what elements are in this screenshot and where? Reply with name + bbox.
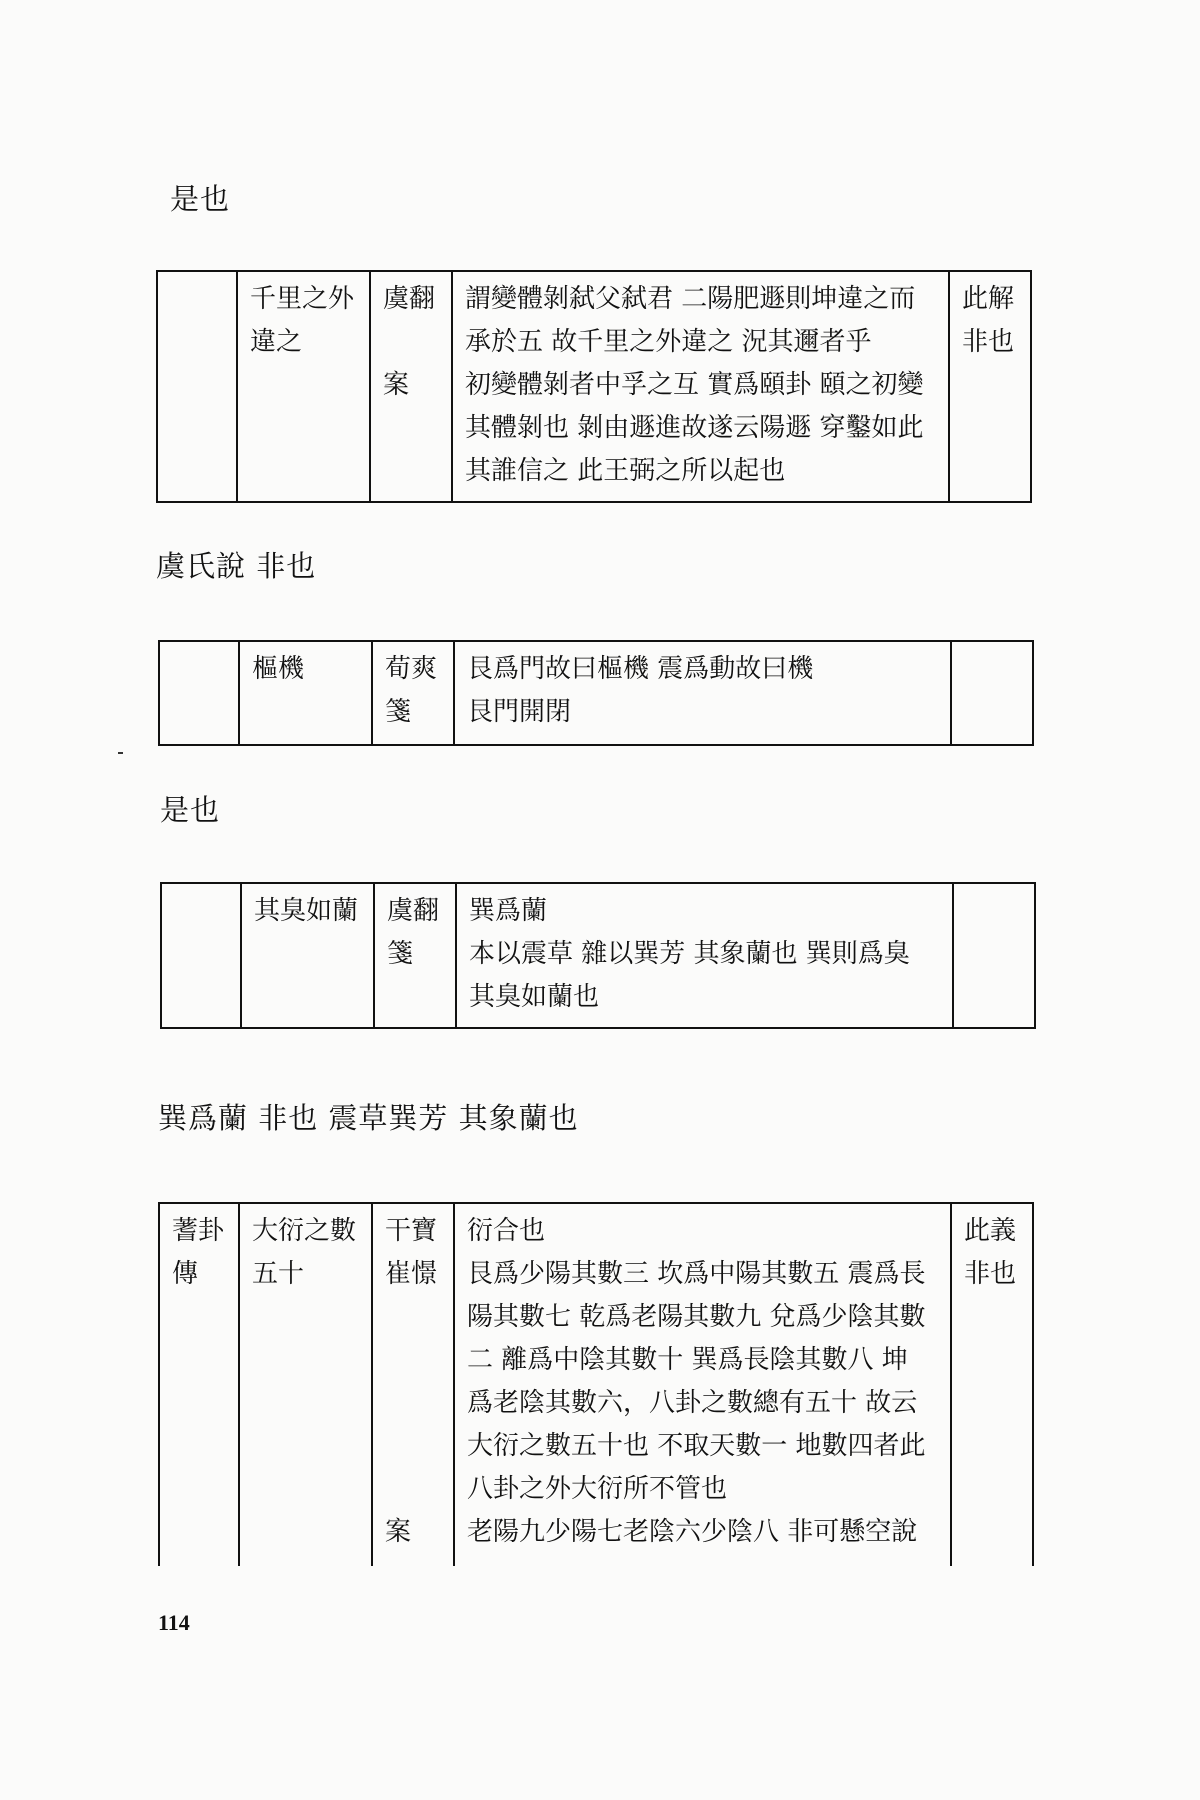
section-cell (161, 883, 241, 1028)
table-row (159, 641, 1033, 745)
table-row (157, 271, 1031, 502)
content-cell: 衍合也 艮爲少陽其數三 坎爲中陽其數五 震爲長 陽其數七 乾爲老陽其數九 兌爲少陰其數 二 離爲中陰其數十 巽爲長陰其數八 坤 爲老陰其數六，八卦之數總有五十 故云 大衍之數五十也 不取天數一 地數四者此 八卦之外大衍所不管也 老陽九少陽七老陰六少陰八 非可懸空說 (454, 1203, 951, 1566)
source-cell: 荀爽 箋 (372, 641, 454, 745)
section-cell (157, 271, 237, 502)
content-cell: 謂變體剝弑父弑君 二陽肥遯則坤違之而 承於五 故千里之外違之 況其邇者乎 初變體剝者中孚之互 實爲頤卦 頤之初變 其體剝也 剝由遯進故遂云陽遯 穿鑿如此 其誰信之 此王弼之所以起也 (452, 271, 949, 502)
annotation-table-3 (160, 882, 1036, 1029)
comment-cell: 此義 非也 (951, 1203, 1033, 1566)
page-number: 114 (158, 1610, 190, 1635)
comment-cell (953, 883, 1035, 1028)
annotation-table-4 (158, 1202, 1034, 1566)
term-cell: 千里之外 違之 (237, 271, 370, 502)
source-cell: 虞翻 箋 (374, 883, 456, 1028)
annotation-table-2 (158, 640, 1034, 746)
table-row (161, 883, 1035, 1028)
source-cell: 干寶 崔憬 案 (372, 1203, 454, 1566)
table-row (159, 1203, 1033, 1566)
term-cell: 其臭如蘭 (241, 883, 374, 1028)
note-text: 虞氏說 非也 (156, 549, 317, 583)
source-cell: 虞翻 案 (370, 271, 452, 502)
annotation-table-1 (156, 270, 1032, 503)
term-cell: 大衍之數 五十 (239, 1203, 372, 1566)
section-cell (159, 641, 239, 745)
content-cell: 巽爲蘭 本以震草 雜以巽芳 其象蘭也 巽則爲臭 其臭如蘭也 (456, 883, 953, 1028)
stray-mark (118, 752, 123, 754)
content-cell: 艮爲門故曰樞機 震爲動故曰機 艮門開閉 (454, 641, 951, 745)
note-text: 是也 (160, 793, 221, 827)
term-cell: 樞機 (239, 641, 372, 745)
comment-cell: 此解 非也 (949, 271, 1031, 502)
section-cell: 蓍卦 傳 (159, 1203, 239, 1566)
note-text: 是也 (170, 182, 231, 216)
note-text: 巽爲蘭 非也 震草巽芳 其象蘭也 (158, 1101, 579, 1135)
comment-cell (951, 641, 1033, 745)
